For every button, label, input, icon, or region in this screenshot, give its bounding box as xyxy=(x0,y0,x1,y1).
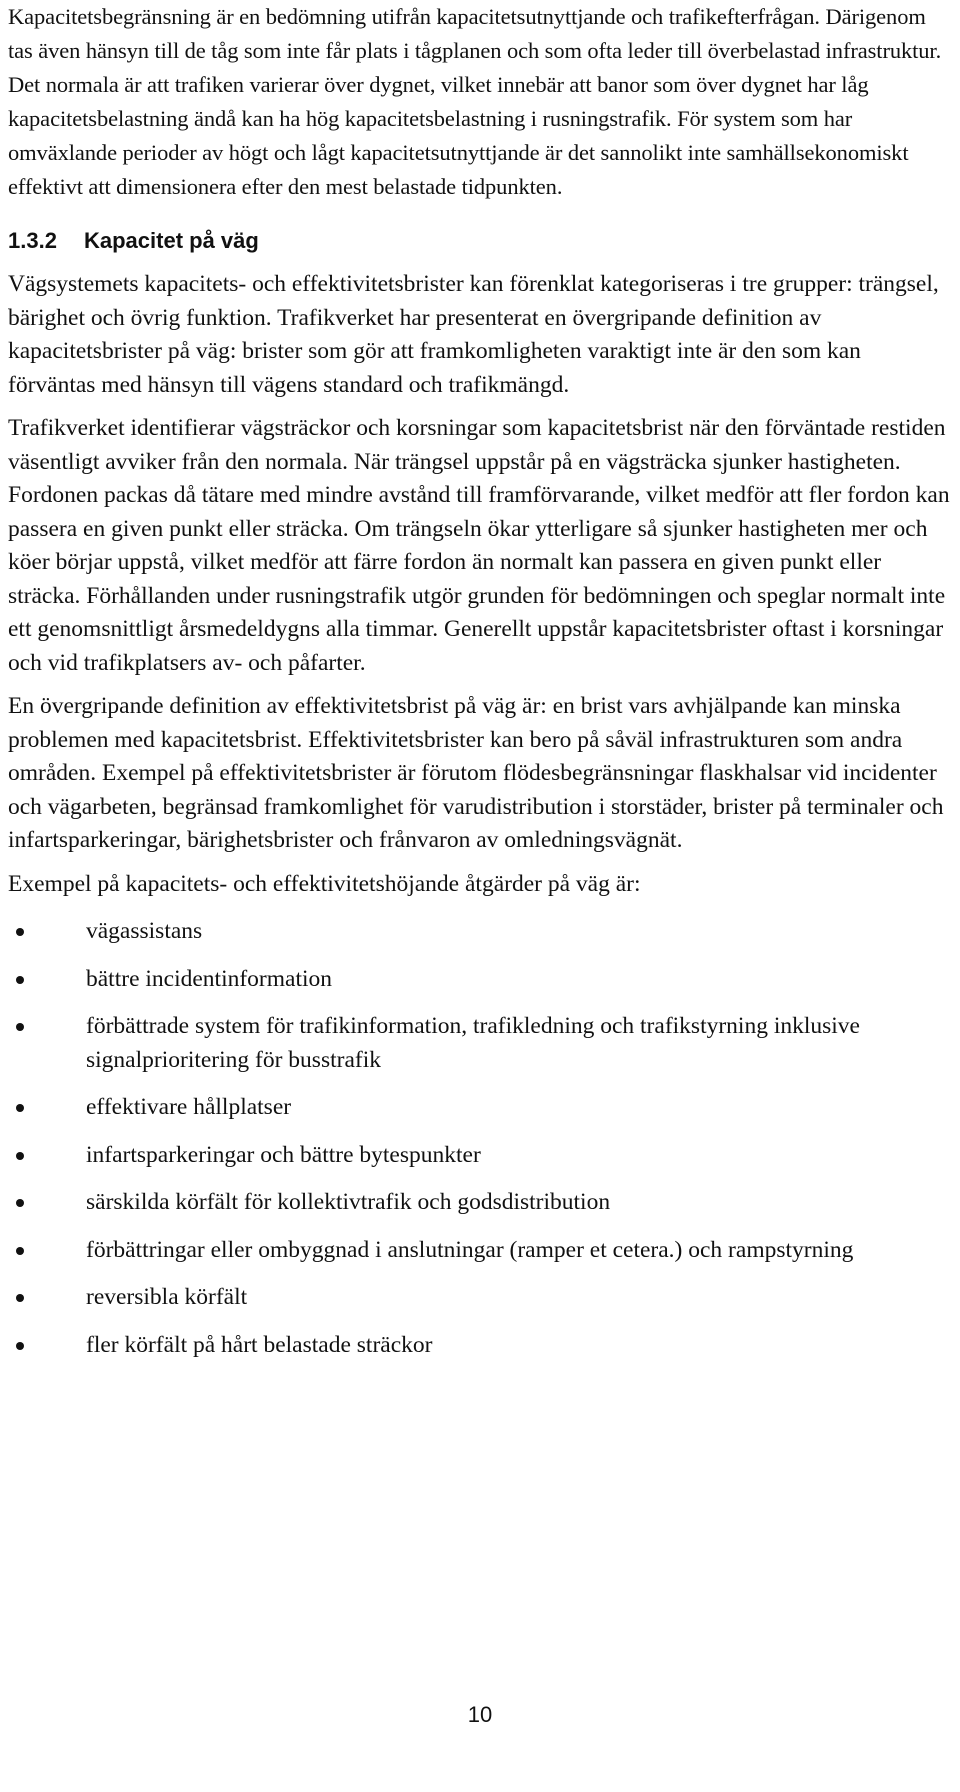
list-item xyxy=(8,1186,952,1220)
list-item xyxy=(8,915,952,949)
section-number: 1.3.2 xyxy=(8,228,57,253)
paragraph-capacity-definition: Vägsystemets kapacitets- och effektivitetsbrister kan förenklat kategoriseras i tre grupper: trängsel, bärighet och övrig funktion. Trafikverket har presenterat en övergripande definition av kapacitetsbrister på väg: brister som gör att framkomligheten varaktigt inte är den som kan förväntas med hänsyn till vägens standard och trafikmängd. xyxy=(8,271,939,398)
list-item xyxy=(8,963,952,997)
list-item-text: särskilda körfält för kollektivtrafik och godsdistribution xyxy=(86,1189,611,1215)
list-item-text: förbättringar eller ombyggnad i anslutningar (ramper et cetera.) och rampstyrning xyxy=(86,1236,854,1263)
list-item-text: förbättrade system för trafikinformation, trafikledning och trafikstyrning inklusive signalprioritering för busstrafik xyxy=(86,1013,860,1073)
list-item-text: effektivare hållplatser xyxy=(86,1094,292,1120)
list-item-text: fler körfält på hårt belastade sträckor xyxy=(86,1331,433,1358)
bullet-icon xyxy=(16,1023,24,1031)
bullet-icon xyxy=(16,976,24,984)
intro-paragraph: Kapacitetsbegränsning är en bedömning utifrån kapacitetsutnyttjande och trafikefterfrågan. Därigenom tas även hänsyn till de tåg som inte får plats i tågplanen och som ofta leder till överbelastad infrastruktur. Det normala är att trafiken varierar över dygnet, vilket innebär att banor som över dygnet har låg kapacitetsbelastning ändå kan ha hög kapacitetsbelastning i rusningstrafik. För system som har omväxlande perioder av högt och lågt kapacitetsutnyttjande är det sannolikt inte samhällsekonomiskt effektivt att dimensionera efter den mest belastade tidpunkten. xyxy=(8,4,942,199)
list-item-text: reversibla körfält xyxy=(86,1284,248,1310)
bullet-icon xyxy=(16,1294,24,1302)
list-item xyxy=(8,1281,952,1315)
section-heading xyxy=(8,226,952,256)
bullet-icon xyxy=(16,1199,24,1207)
list-item-text: bättre incidentinformation xyxy=(86,965,333,992)
section-title: Kapacitet på väg xyxy=(84,228,259,253)
measures-list xyxy=(8,915,952,1362)
list-item-text: vägassistans xyxy=(86,918,203,944)
document-page xyxy=(8,0,952,1376)
bullet-icon xyxy=(16,1152,24,1160)
bullet-icon xyxy=(16,1342,24,1350)
list-item xyxy=(8,1091,952,1125)
bullet-icon xyxy=(16,1247,24,1255)
paragraph-efficiency-definition: En övergripande definition av effektivitetsbrist på väg är: en brist vars avhjälpande kan minska problemen med kapacitetsbrist. Effektivitetsbrister kan bero på såväl infrastrukturen som andra områden. Exempel på effektivitetsbrister är förutom flödesbegränsningar flaskhalsar vid incidenter och vägarbeten, begränsad framkomlighet för varudistribution i storstäder, brister på terminaler och infartsparkeringar, bärighetsbrister och frånvaron av omledningsvägnät. xyxy=(8,693,944,853)
list-item xyxy=(8,1139,952,1173)
paragraph-congestion: Trafikverket identifierar vägsträckor och korsningar som kapacitetsbrist när den förväntade restiden väsentligt avviker från den normala. När trängsel uppstår på en vägsträcka sjunker hastigheten. Fordonen packas då tätare med mindre avstånd till framförvarande, vilket medför att fler fordon kan passera en given punkt eller sträcka. Om trängseln ökar ytterligare så sjunker hastigheten mer och köer börjar uppstå, vilket medför att färre fordon än normalt kan passera en given punkt eller sträcka. Förhållanden under rusningstrafik utgör grunden för bedömningen och speglar normalt inte ett genomsnittligt årsmedeldygns alla timmar. Generellt uppstår kapacitetsbrister oftast i korsningar och vid trafikplatsers av- och påfarter. xyxy=(8,415,950,676)
list-item xyxy=(8,1329,952,1363)
list-item-text: infartsparkeringar och bättre bytespunkter xyxy=(86,1141,481,1168)
bullet-icon xyxy=(16,1104,24,1112)
bullet-icon xyxy=(16,928,24,936)
page-number: 10 xyxy=(467,1702,493,1727)
list-item xyxy=(8,1010,952,1077)
list-item xyxy=(8,1234,952,1268)
paragraph-measures-intro: Exempel på kapacitets- och effektivitetshöjande åtgärder på väg är: xyxy=(8,870,641,897)
